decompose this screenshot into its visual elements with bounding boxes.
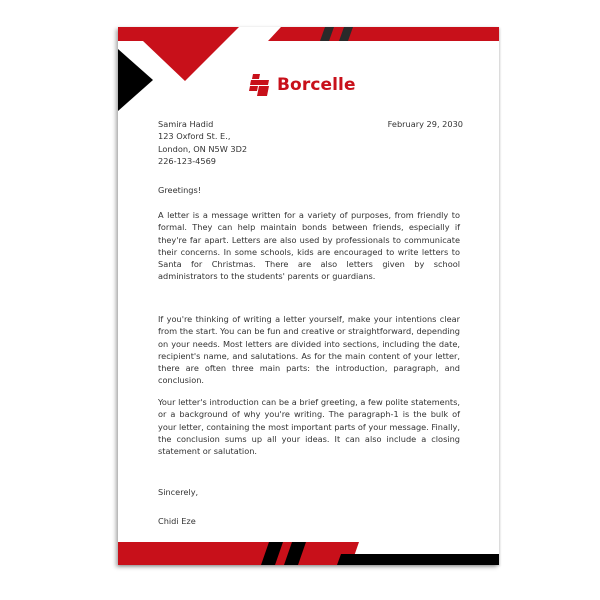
brand-name: Borcelle [277, 75, 356, 95]
body-paragraph-3: Your letter's introduction can be a brief greeting, a few polite statements, or a background of why you're writing. The paragraph-1 is the bulk of your letter, containing the most important parts of your message. Finally, the conclusion sums up all your ideas. It can also include a closing statement or salutation. [158, 397, 460, 457]
brand-logo [249, 74, 356, 96]
left-black-triangle [118, 49, 153, 111]
body-paragraph-2: If you're thinking of writing a letter yourself, make your intentions clear from the start. You can be fun and creative or straightforward, depending on your needs. Most letters are divided into sections, including the date, recipient's name, and salutations. As for the main content of your letter, there are often three main parts: the introduction, paragraph, and conclusion. [158, 314, 460, 386]
closing: Sincerely, [158, 487, 199, 497]
sender-block [158, 118, 247, 167]
bottom-red-band [118, 542, 359, 565]
letterhead-decoration [118, 27, 499, 565]
body-paragraph-1: A letter is a message written for a variety of purposes, from friendly to formal. They can help maintain bonds between friends, especially if they're far apart. Letters are also used by professionals to communicate their concerns. In some schools, kids are encouraged to write letters to Santa for Christmas. There are also letters given by school administrators to the students' parents or guardians. [158, 210, 460, 282]
sender-name: Samira Hadid [158, 119, 214, 129]
signer-name: Chidi Eze [158, 516, 196, 526]
greeting: Greetings! [158, 185, 202, 195]
letterhead-page [118, 27, 499, 565]
top-red-band [268, 27, 499, 41]
sender-address-line2: London, ON N5W 3D2 [158, 143, 248, 154]
sender-phone: 226-123-4569 [158, 155, 217, 166]
stacked-tiles-logo-icon [249, 74, 270, 96]
letter-date: February 29, 2030 [387, 119, 463, 129]
sender-address-line1: 123 Oxford St. E., [158, 131, 231, 142]
bottom-black-bar [337, 554, 499, 565]
